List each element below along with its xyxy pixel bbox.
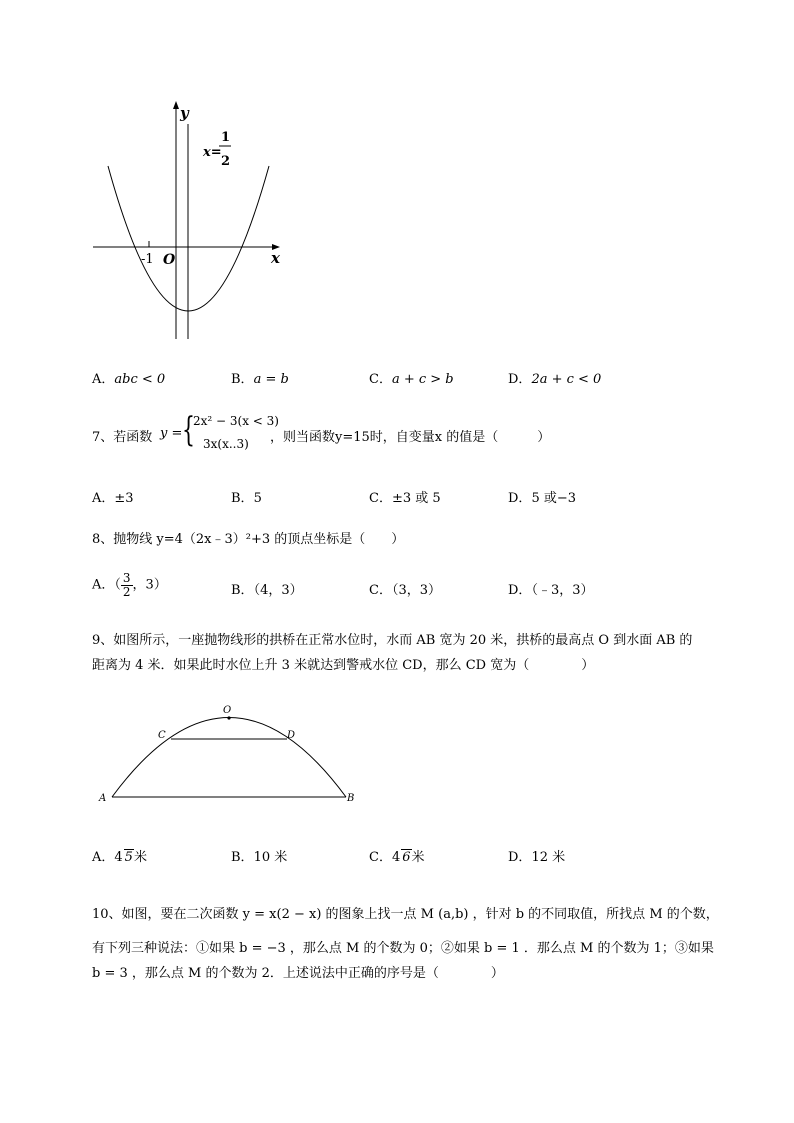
q8-option-d[interactable] — [508, 579, 593, 598]
q7-option-a[interactable] — [92, 487, 134, 506]
label-a: A — [99, 793, 107, 804]
q9-option-b[interactable] — [231, 846, 287, 865]
option-letter: B． — [231, 491, 254, 506]
option-letter: D． — [508, 583, 532, 598]
q6-option-c[interactable] — [369, 368, 454, 387]
label-b: B — [347, 793, 355, 804]
option-unit: 米 — [411, 850, 425, 865]
option-text: a + c > b — [391, 372, 454, 387]
q7-option-b[interactable] — [231, 487, 262, 506]
q7-option-c[interactable] — [369, 487, 441, 506]
y-label: y — [180, 104, 189, 122]
bridge-diagram — [95, 700, 365, 810]
label-d: D — [287, 730, 296, 741]
q8-text: 8、抛物线 y=4（2x﹣3）²+3 的顶点坐标是（ ） — [92, 532, 405, 547]
q9-option-a[interactable] — [92, 846, 147, 865]
sqrt-radicand: 6 — [402, 850, 411, 865]
option-text: ±3 或 5 — [391, 491, 441, 506]
option-paren: （ — [114, 577, 121, 593]
q6-option-b[interactable] — [231, 368, 289, 387]
q9-line-1: 9、如图所示，一座抛物线形的拱桥在正常水位时，水而 AB 宽为 20 米，拱桥的最高点 O 到水面 AB 的 — [92, 633, 693, 648]
q9-line-2: 距离为 4 米．如果此时水位上升 3 米就达到警戒水位 CD，那么 CD 宽为（ ） — [92, 658, 595, 673]
option-text: （3，3） — [391, 583, 441, 598]
label-o: O — [223, 705, 232, 716]
q7-option-d[interactable] — [508, 487, 576, 506]
origin-label: O — [163, 252, 176, 268]
option-text: abc < 0 — [114, 372, 166, 387]
option-text: ±3 — [114, 491, 134, 506]
option-text: a = b — [253, 372, 289, 387]
option-letter: D． — [508, 850, 532, 865]
y-axis-arrow — [173, 101, 179, 109]
option-letter: B． — [231, 850, 254, 865]
piecewise-brace: { — [182, 410, 195, 450]
x-label: x — [271, 249, 280, 267]
option-letter: C． — [369, 491, 392, 506]
sqrt-radicand: 5 — [124, 850, 133, 865]
q10-line-3: b = 3 ，那么点 M 的个数为 2．上述说法中正确的序号是（ ） — [92, 966, 504, 981]
option-text: 5 — [253, 491, 262, 506]
option-text: 2a + c < 0 — [531, 372, 602, 387]
option-text: 5 或−3 — [531, 491, 577, 506]
fraction-den: 2 — [122, 584, 131, 599]
parabola-graph — [88, 96, 288, 346]
vertex-point — [227, 716, 230, 719]
fraction — [121, 572, 133, 598]
tick-label: -1 — [141, 252, 154, 267]
fraction-num: 3 — [122, 571, 131, 585]
axis-eq-num: 1 — [221, 130, 231, 145]
option-letter: B． — [231, 583, 254, 598]
option-text: 10 米 — [253, 850, 288, 865]
q8-option-b[interactable] — [231, 579, 303, 598]
option-letter: D． — [508, 372, 532, 387]
q8-option-c[interactable] — [369, 579, 441, 598]
option-coef: 4 — [114, 850, 123, 865]
option-text: （﹣3，3） — [531, 583, 594, 598]
q7-fn: y = — [160, 426, 183, 441]
option-coef: 4 — [391, 850, 401, 865]
option-letter: C． — [369, 372, 392, 387]
q7-suffix: ，则当函数y=15时，自变量x 的值是（ ） — [270, 430, 551, 445]
option-letter: C． — [369, 583, 392, 598]
q7-prefix: 7、若函数 — [92, 430, 153, 445]
option-letter: A． — [92, 577, 115, 593]
option-text: 12 米 — [531, 850, 566, 865]
q7-case-1: 2x² − 3(x < 3) — [193, 414, 279, 428]
q7-case-2: 3x(x..3) — [203, 437, 249, 451]
option-unit: 米 — [133, 850, 147, 865]
option-letter: A． — [92, 850, 115, 865]
q9-option-d[interactable] — [508, 846, 565, 865]
option-text: （4，3） — [253, 583, 303, 598]
axis-eq-prefix: x= — [203, 145, 222, 160]
option-letter: B． — [231, 372, 254, 387]
option-letter: D． — [508, 491, 532, 506]
axis-eq-den: 2 — [221, 154, 231, 169]
q10-line-2: 有下列三种说法：①如果 b = −3 ，那么点 M 的个数为 0；②如果 b = 1 ．那么点 M 的个数为 1；③如果 — [92, 941, 714, 956]
arch-curve — [112, 718, 346, 798]
q6-option-a[interactable] — [92, 368, 165, 387]
label-c: C — [158, 730, 166, 741]
q9-option-c[interactable] — [369, 846, 425, 865]
option-letter: A． — [92, 491, 115, 506]
q10-line-1: 10、如图，要在二次函数 y = x(2 − x) 的图象上找一点 M (a,b) ，针对 b 的不同取值，所找点 M 的个数， — [92, 907, 719, 922]
q6-option-d[interactable] — [508, 368, 601, 387]
q8-option-a[interactable] — [92, 572, 167, 598]
option-rest: ，3） — [132, 577, 167, 593]
option-letter: A． — [92, 372, 115, 387]
option-letter: C． — [369, 850, 392, 865]
